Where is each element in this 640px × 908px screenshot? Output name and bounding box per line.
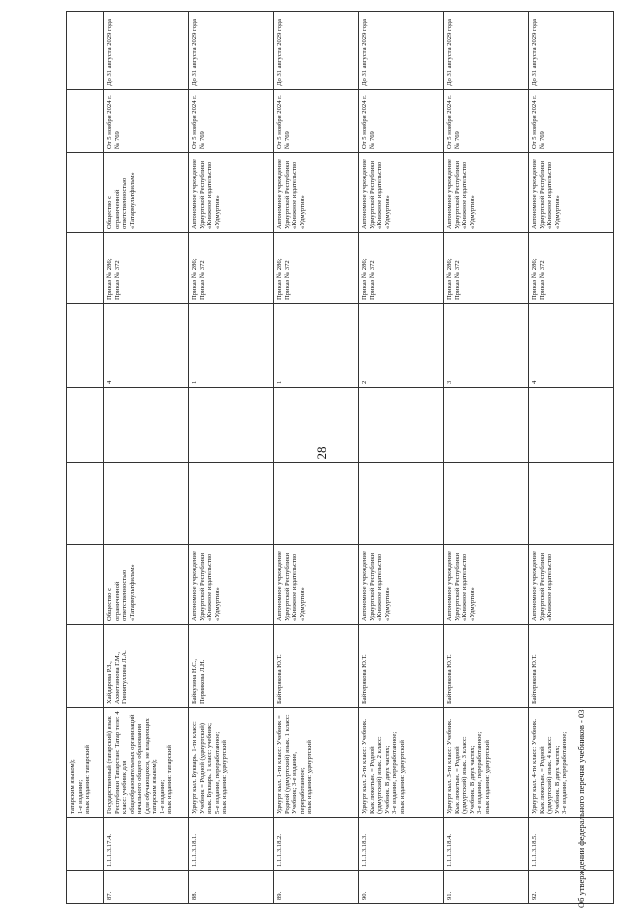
row-date-until: До 31 августа 2029 года [104, 12, 189, 90]
row-title: Удмурт кыл. Букварь. 1-ти класс: Учебник = Родной (удмуртский) язык. Букварь. 1 класс: учебник; 5-е издание, переработанное; язык издания: удмуртский [189, 708, 274, 818]
row-code: 1.1.1.3.17.4. [104, 818, 189, 871]
cell-empty [67, 304, 104, 388]
row-publisher: Автономное учреждение Удмуртской Республики «Книжное издательство «Удмуртия» [189, 545, 274, 625]
row-org: Автономное учреждение Удмуртской Республики «Книжное издательство «Удмуртия» [444, 153, 529, 233]
row-order: Приказ № 286; Приказ № 372 [189, 233, 274, 304]
cell-empty [67, 388, 104, 463]
row-col7 [104, 388, 189, 463]
row-col7 [359, 388, 444, 463]
row-number: 91. [444, 871, 529, 904]
row-title: Удмурт кыл. 2-ти класс: Учебник. Кык люкетын. = Родной (удмуртский) язык. 2 класс: Учебник. В двух частях; 3-е издание, переработанное; язык издания: удмуртский [359, 708, 444, 818]
cell-empty [67, 818, 104, 871]
row-date-from: От 5 ноября 2024 г. № 769 [359, 90, 444, 153]
row-org: Автономное учреждение Удмуртской Республики «Книжное издательство «Удмуртия» [359, 153, 444, 233]
cell-empty [67, 625, 104, 708]
page-number: 28 [314, 446, 329, 460]
row-code: 1.1.1.3.18.2. [274, 818, 359, 871]
row-authors: Байтерякова Ю.Т. [444, 625, 529, 708]
row-col7 [274, 388, 359, 463]
row-qty: 1 [189, 304, 274, 388]
table-row [104, 12, 189, 904]
row-date-from: От 5 ноября 2024 г. № 769 [189, 90, 274, 153]
cell-empty [67, 90, 104, 153]
row-publisher: Общество с ограниченной ответственностью «Татармультфильм» [104, 545, 189, 625]
row-publisher: Автономное учреждение Удмуртской Республики «Книжное издательство [529, 545, 614, 625]
row-authors: Байтерякова Ю.Т. [529, 625, 614, 708]
row-qty: 4 [104, 304, 189, 388]
row-number: 92. [529, 871, 614, 904]
row-qty: 3 [444, 304, 529, 388]
row-date-until: До 31 августа 2029 года [444, 12, 529, 90]
table-row [274, 12, 359, 904]
cell-empty [67, 153, 104, 233]
row-order: Приказ № 286; Приказ № 372 [529, 233, 614, 304]
table-row [529, 12, 614, 904]
row-col6 [444, 463, 529, 545]
row-date-from: От 5 ноября 2024 г. № 769 [444, 90, 529, 153]
row-col6 [189, 463, 274, 545]
footer-note: Об утверждении федерального перечня учебников - 03 [576, 709, 586, 908]
row-title: Удмурт кыл. 1-ти класс: Учебник = Родной (удмуртский) язык. 1 класс: Учебник; 3-е издание, переработанное; язык издания: удмуртский [274, 708, 359, 818]
row-org: Общество с ограниченной ответственностью «Татармультфильм» [104, 153, 189, 233]
cell-empty [67, 871, 104, 904]
row-code: 1.1.1.3.18.5. [529, 818, 614, 871]
rotated-sheet [44, 0, 596, 908]
row-code: 1.1.1.3.18.4. [444, 818, 529, 871]
row-authors: Байкузина Н.С., Пермякова Л.Н. [189, 625, 274, 708]
row-publisher: Автономное учреждение Удмуртской Республики «Книжное издательство «Удмуртия» [274, 545, 359, 625]
textbook-list-table [66, 11, 614, 904]
row-authors: Байтерякова Ю.Т. [359, 625, 444, 708]
row-number: 90. [359, 871, 444, 904]
row-authors: Хайдарова Р.З., Ахметзянова Г.М., Гиниятуллина Л.А. [104, 625, 189, 708]
cell-empty [67, 545, 104, 625]
row-order: Приказ № 286; Приказ № 372 [444, 233, 529, 304]
row-col6 [529, 463, 614, 545]
continuation-text: татарским языком); 1-е издание; язык издания: татарский [67, 708, 104, 818]
row-date-from: От 5 ноября 2024 г. № 769 [529, 90, 614, 153]
cell-empty [67, 463, 104, 545]
table-row [444, 12, 529, 904]
row-col7 [444, 388, 529, 463]
row-date-from: От 5 ноября 2024 г. № 769 [104, 90, 189, 153]
row-date-until: До 31 августа 2029 года [189, 12, 274, 90]
row-code: 1.1.1.3.18.1. [189, 818, 274, 871]
row-org: Автономное учреждение Удмуртской Республики «Книжное издательство «Удмуртия» [274, 153, 359, 233]
row-date-until: До 31 августа 2029 года [529, 12, 614, 90]
row-org: Автономное учреждение Удмуртской Республики «Книжное издательство «Удмуртия» [529, 153, 614, 233]
row-date-from: От 5 ноября 2024 г. № 769 [274, 90, 359, 153]
row-col6 [359, 463, 444, 545]
row-title: Государственный (татарский) язык Республики Татарстан: Татар теле: 4 класс: учебник для общеобразовательных организаций начального общего образования (для обучающихся, не владеющих татарским языком); 1-е издание; язык издания: татарский [104, 708, 189, 818]
row-number: 88. [189, 871, 274, 904]
row-title: Удмурт кыл. 3-ти класс: Учебник. Кык люкетын. = Родной (удмуртский) язык. 3 класс: Учебник. В двух частях; 3-е издание, переработанное; язык издания: удмуртский [444, 708, 529, 818]
row-org: Автономное учреждение Удмуртской Республики «Книжное издательство «Удмуртия» [189, 153, 274, 233]
row-col6 [104, 463, 189, 545]
row-date-until: До 31 августа 2029 года [274, 12, 359, 90]
cell-empty [67, 12, 104, 90]
table-row [189, 12, 274, 904]
row-order: Приказ № 286; Приказ № 372 [104, 233, 189, 304]
row-publisher: Автономное учреждение Удмуртской Республики «Книжное издательство «Удмуртия» [359, 545, 444, 625]
row-publisher: Автономное учреждение Удмуртской Республики «Книжное издательство «Удмуртия» [444, 545, 529, 625]
row-number: 89. [274, 871, 359, 904]
cell-empty [67, 233, 104, 304]
row-col6 [274, 463, 359, 545]
row-authors: Байтерякова Ю.Т. [274, 625, 359, 708]
row-title: Удмурт кыл. 4-ти класс: Учебник. Кык люкетын. = Родной (удмуртский) язык. 4 класс: Учебник. В двух частях; 3-е издание, переработанное; [529, 708, 614, 818]
row-col7 [529, 388, 614, 463]
row-order: Приказ № 286; Приказ № 372 [359, 233, 444, 304]
row-col7 [189, 388, 274, 463]
row-qty: 4 [529, 304, 614, 388]
row-date-until: До 31 августа 2029 года [359, 12, 444, 90]
table-row [359, 12, 444, 904]
row-qty: 1 [274, 304, 359, 388]
row-code: 1.1.1.3.18.3. [359, 818, 444, 871]
continuation-row [67, 12, 104, 904]
row-qty: 2 [359, 304, 444, 388]
row-order: Приказ № 286; Приказ № 372 [274, 233, 359, 304]
row-number: 87. [104, 871, 189, 904]
